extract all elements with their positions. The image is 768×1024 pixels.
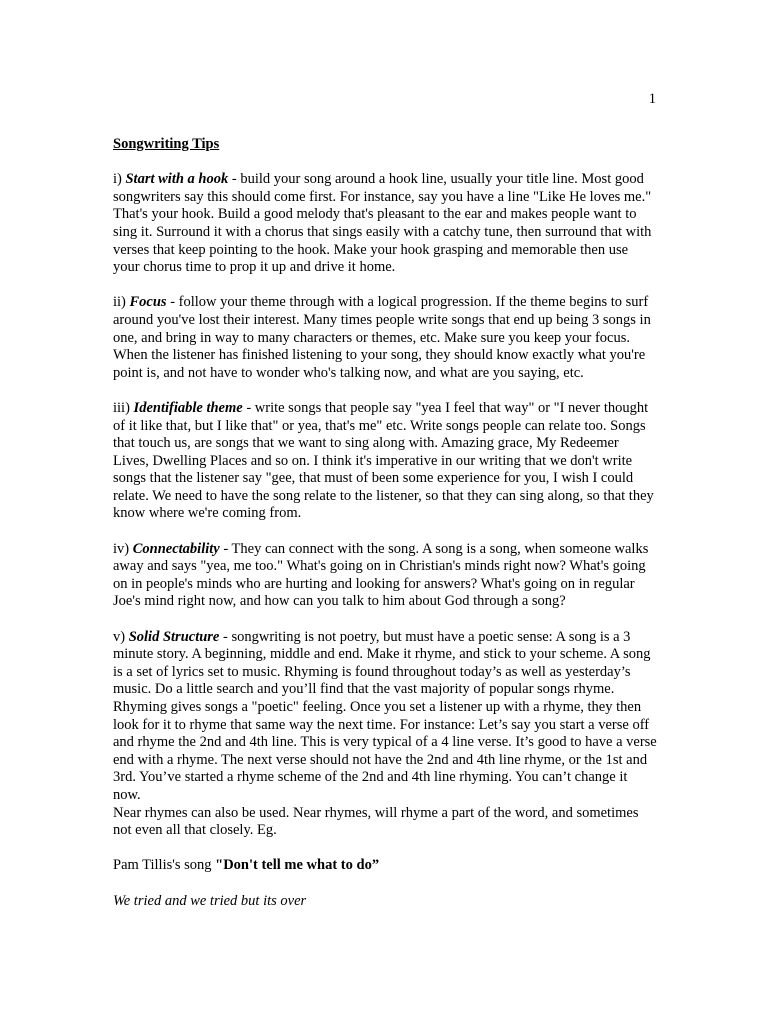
page-number: 1 xyxy=(648,91,656,107)
tip-prefix: iii) xyxy=(113,399,134,416)
tip-prefix: iv) xyxy=(113,540,133,557)
tip-body: - follow your theme through with a logical progression. If the theme begins to surf around you've lost their interest. Many times people write songs that end up being 3 songs in one, and bring in way to many characters or themes, etc. Make sure you keep your focus. When the listener has finished listening to your song, they should know exactly what you're point is, and not have to wonder who's talking now, and what are you saying, etc. xyxy=(113,294,651,381)
tip-paragraph-3 xyxy=(113,400,658,523)
tip-body: - songwriting is not poetry, but must have a poetic sense: A song is a 3 minute story. A beginning, middle and end. Make it rhyme, and stick to your scheme. A song is a set of lyrics set to music. Rhyming is found throughout today’s as well as yesterday’s music. Do a little search and you’ll find that the vast majority of popular songs rhyme. Rhyming gives songs a "poetic" feeling. Once you set a listener up with a rhyme, they then look for it to rhyme that same way the next time. For instance: Let’s say you start a verse off and rhyme the 2nd and 4th line. This is very typical of a 4 line verse. It’s good to have a verse end with a rhyme. The next verse should not have the 2nd and 4th line rhyme, or the 1st and 3rd. You’ve started a rhyme scheme of the 2nd and 4th line rhyming. You can’t change it now. Near rhymes can also be used. Near rhymes, will rhyme a part of the word, and sometimes not even all that closely. Eg. xyxy=(113,628,657,839)
tip-prefix: v) xyxy=(113,628,129,645)
document-title: Songwriting Tips xyxy=(113,136,220,152)
song-title: "Don't tell me what to do” xyxy=(215,857,380,874)
tip-term: Identifiable theme xyxy=(133,399,243,416)
tip-term: Start with a hook xyxy=(125,171,229,188)
tip-prefix: ii) xyxy=(113,294,130,311)
lyric-line: We tried and we tried but its over xyxy=(113,892,307,909)
tip-body: - build your song around a hook line, usually your title line. Most good songwriters say this should come first. For instance, say you have a line "Like He loves me." That's your hook. Build a good melody that's pleasant to the ear and makes people want to sing it. Surround it with a chorus that sings easily with a catchy tune, then surround that with verses that keep pointing to the hook. Make your hook grasping and memorable then use your chorus time to prop it up and drive it home. xyxy=(113,171,652,276)
document-body xyxy=(113,136,658,928)
tip-term: Connectability xyxy=(132,540,220,557)
tip-paragraph-2 xyxy=(113,294,658,382)
example-intro-text: Pam Tillis's song xyxy=(113,857,216,874)
tip-paragraph-5 xyxy=(113,629,658,840)
tip-body: - They can connect with the song. A song is a song, when someone walks away and says "yea, me too." What's going on in Christian's minds right now? What's going on in people's minds who are hurting and looking for answers? What's going on in regular Joe's mind right now, and how can you talk to him about God through a song? xyxy=(113,540,649,610)
tip-term: Focus xyxy=(129,294,167,311)
tip-paragraph-4 xyxy=(113,541,658,611)
tip-body: - write songs that people say "yea I feel that way" or "I never thought of it like that, but I like that" or yea, that's me" etc. Write songs people can relate too. Songs that touch us, are songs that we want to sing along with. Amazing grace, My Redeemer Lives, Dwelling Places and so on. I think it's imperative in our writing that we don't write songs that the listener say "gee, that must of been some experience for you, I wish I could relate. We need to have the song relate to the listener, so that they can sing along, so that they know where we're coming from. xyxy=(113,399,654,522)
example-intro xyxy=(113,857,658,875)
tip-term: Solid Structure xyxy=(128,628,220,645)
tip-paragraph-1 xyxy=(113,171,658,277)
tip-prefix: i) xyxy=(113,171,126,188)
